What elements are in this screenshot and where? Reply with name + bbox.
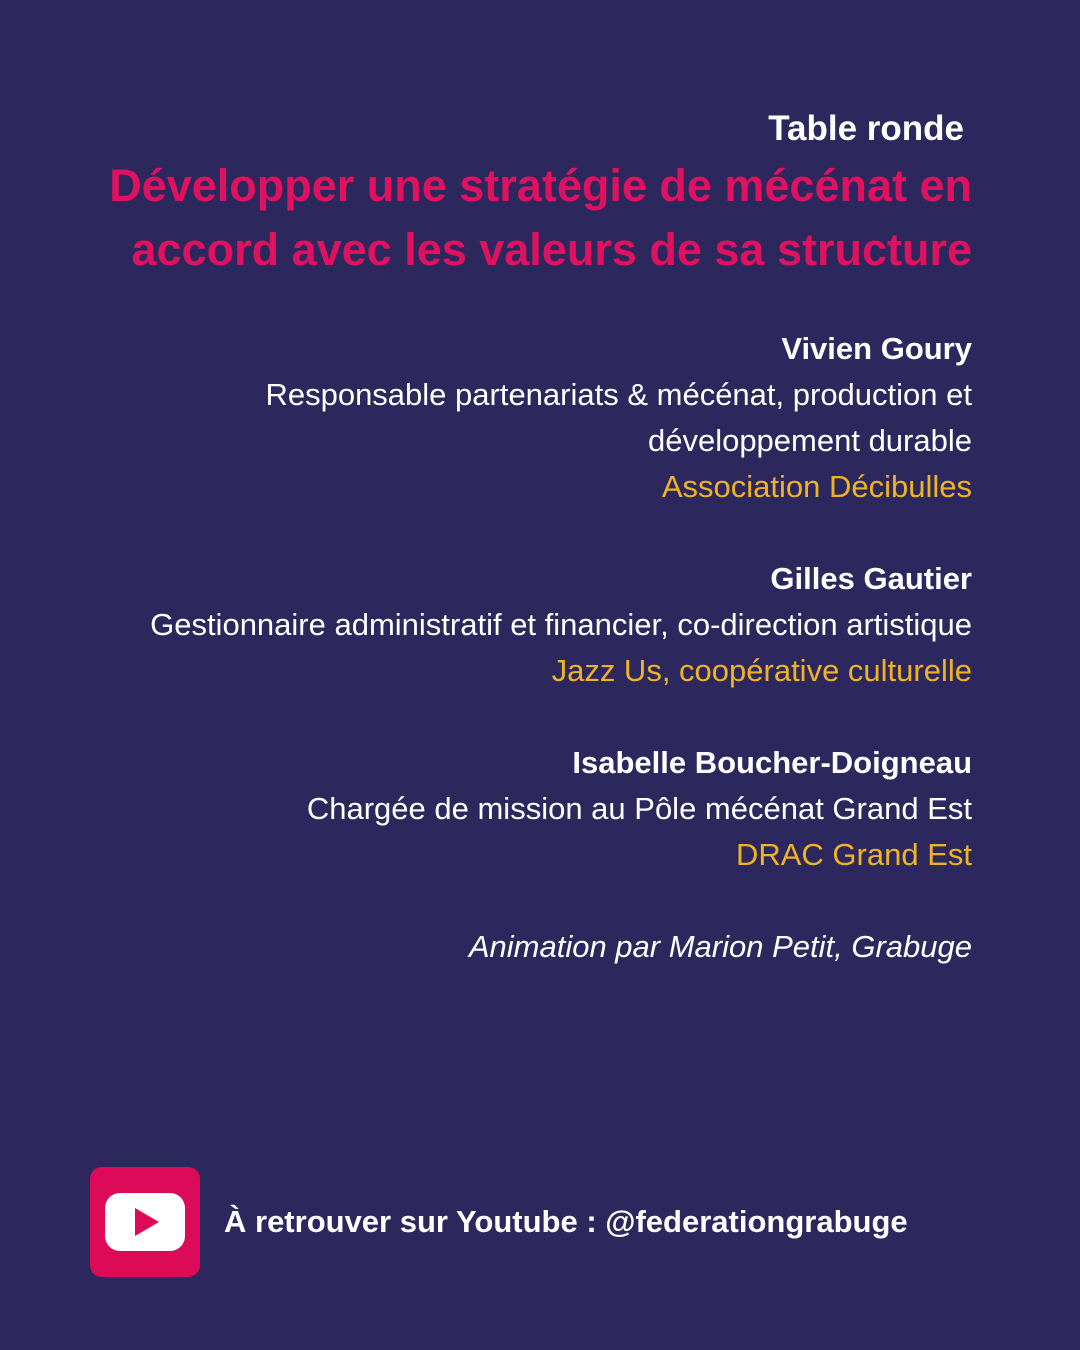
speaker-role: Gestionnaire administratif et financier, co-direction artistique (150, 607, 972, 642)
speaker-name: Isabelle Boucher-Doigneau (572, 745, 972, 780)
speaker-organization: Jazz Us, coopérative culturelle (551, 653, 972, 688)
speaker-organization: Association Décibulles (661, 469, 972, 504)
main-content (72, 104, 972, 970)
moderator-credit: Animation par Marion Petit, Grabuge (468, 929, 972, 964)
event-type: Table ronde (768, 109, 964, 148)
speaker-block (72, 556, 972, 694)
speaker-role: Chargée de mission au Pôle mécénat Grand Est (306, 791, 972, 826)
speaker-block (72, 326, 972, 510)
speaker-organization: DRAC Grand Est (735, 837, 972, 872)
speaker-block (72, 740, 972, 878)
youtube-channel-text: À retrouver sur Youtube : @federationgrabuge (224, 1204, 908, 1239)
event-title: Développer une stratégie de mécénat en accord avec les valeurs de sa structure (109, 160, 972, 275)
youtube-icon (90, 1167, 200, 1277)
speaker-name: Vivien Goury (781, 331, 972, 366)
youtube-footer (90, 1167, 908, 1277)
speaker-role: Responsable partenariats & mécénat, production et développement durable (265, 377, 972, 458)
speaker-name: Gilles Gautier (770, 561, 972, 596)
